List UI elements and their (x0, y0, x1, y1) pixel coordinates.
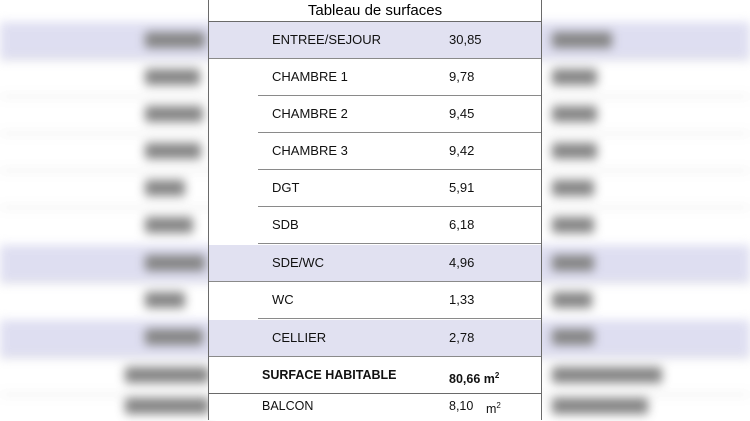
table-row (258, 207, 541, 244)
total-value (449, 357, 499, 398)
balcon-row (209, 394, 541, 420)
room-surface: 5,91 (449, 180, 475, 195)
bg-text-block (145, 292, 185, 308)
bg-text-block (552, 255, 594, 271)
bg-text-block (125, 367, 209, 383)
table-row (258, 170, 541, 207)
total-label: SURFACE HABITABLE (262, 368, 397, 382)
bg-text-block (145, 143, 201, 159)
total-row (209, 357, 541, 394)
bg-text-block (145, 180, 185, 196)
table-row (258, 59, 541, 96)
unit-exponent: 2 (494, 371, 500, 380)
table-row (258, 282, 541, 319)
bg-text-block (552, 329, 594, 345)
room-name: SDB (272, 217, 299, 232)
table-row (258, 96, 541, 133)
bg-text-block (145, 329, 203, 345)
bg-text-block (125, 398, 209, 414)
room-surface: 4,96 (449, 255, 475, 270)
balcon-label: BALCON (262, 399, 314, 413)
bg-text-block (552, 367, 662, 383)
surface-table (208, 0, 542, 420)
bg-text-block (145, 255, 205, 271)
bg-text-block (145, 217, 193, 233)
bg-text-block (552, 32, 612, 48)
unit-exponent: 2 (496, 401, 501, 410)
bg-text-block (552, 106, 597, 122)
table-row (258, 133, 541, 170)
table-row (209, 245, 541, 282)
total-number: 80,66 m (449, 372, 495, 386)
bg-text-block (552, 398, 648, 414)
balcon-unit-text: m (486, 402, 497, 416)
bg-text-block (552, 292, 592, 308)
bg-text-block (552, 180, 594, 196)
table-title: Tableau de surfaces (209, 0, 541, 22)
balcon-value: 8,10 (449, 399, 474, 413)
room-name: CHAMBRE 1 (272, 69, 348, 84)
room-surface: 6,18 (449, 217, 475, 232)
bg-text-block (145, 106, 203, 122)
room-name: DGT (272, 180, 300, 195)
bg-text-block (145, 32, 205, 48)
room-surface: 9,45 (449, 106, 475, 121)
table-row (209, 22, 541, 59)
room-surface: 30,85 (449, 32, 482, 47)
bg-text-block (145, 69, 200, 85)
room-surface: 1,33 (449, 292, 475, 307)
room-surface: 2,78 (449, 330, 475, 345)
bg-text-block (552, 217, 594, 233)
room-name: SDE/WC (272, 255, 324, 270)
room-name: ENTREE/SEJOUR (272, 32, 382, 47)
room-name: CHAMBRE 2 (272, 106, 348, 121)
table-row (209, 320, 541, 357)
bg-text-block (552, 69, 597, 85)
room-surface: 9,78 (449, 69, 475, 84)
bg-text-block (552, 143, 597, 159)
room-name: CHAMBRE 3 (272, 143, 348, 158)
room-name: CELLIER (272, 330, 327, 345)
room-name: WC (272, 292, 294, 307)
balcon-unit (486, 394, 501, 421)
room-surface: 9,42 (449, 143, 475, 158)
